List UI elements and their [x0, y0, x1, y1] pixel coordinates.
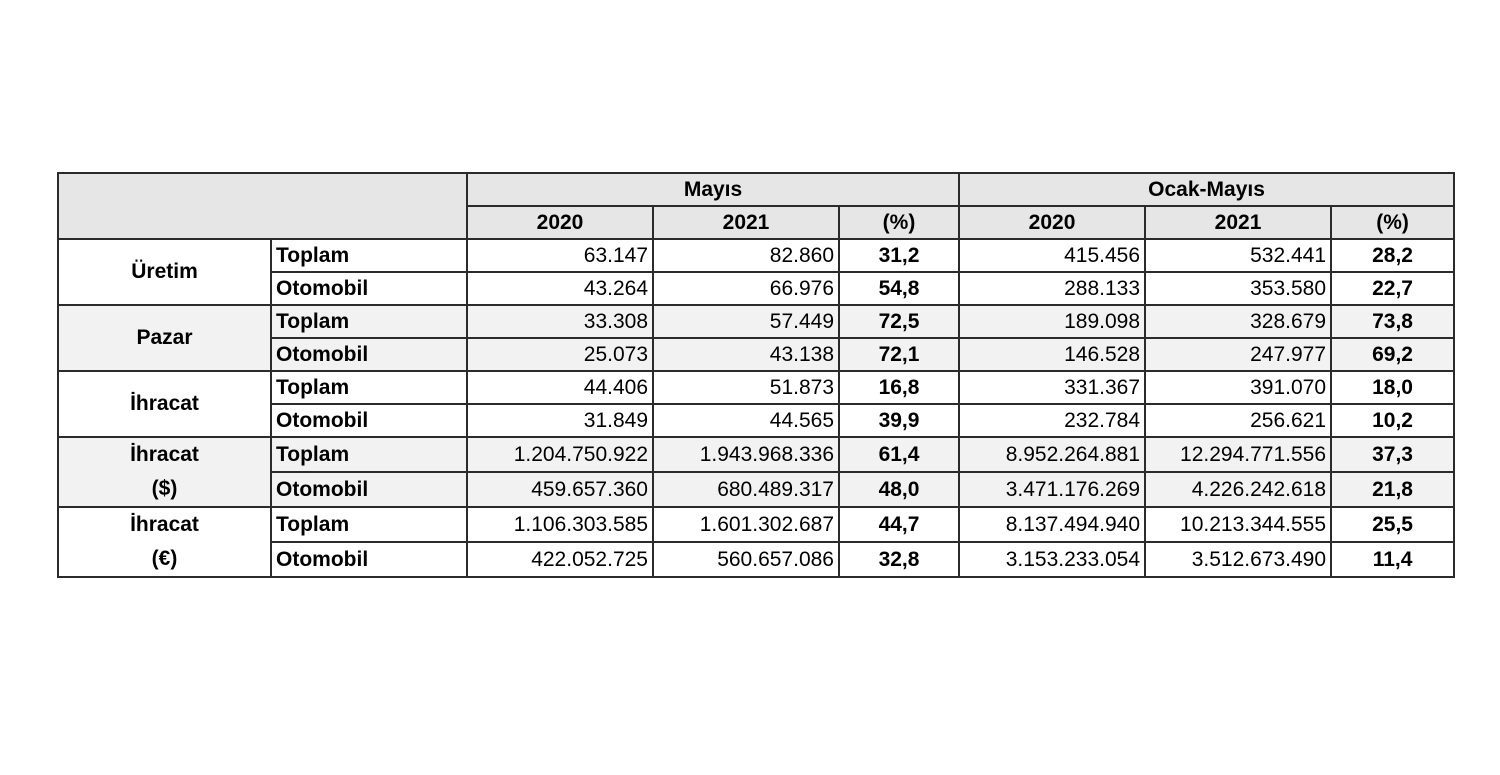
cell-mayis-pct: 39,9: [839, 404, 959, 437]
row-group-label: [58, 437, 271, 507]
table-row: [58, 305, 1454, 338]
cell-ocak-mayis-2020: 331.367: [959, 371, 1145, 404]
cell-ocak-mayis-2020: 146.528: [959, 338, 1145, 371]
cell-mayis-pct: 16,8: [839, 371, 959, 404]
cell-mayis-2020: 44.406: [467, 371, 653, 404]
cell-ocak-mayis-pct: 37,3: [1331, 437, 1454, 472]
header-col-mayis-2020: 2020: [467, 206, 653, 239]
table-row: [58, 371, 1454, 404]
cell-mayis-2021: 57.449: [653, 305, 839, 338]
cell-ocak-mayis-pct: 22,7: [1331, 272, 1454, 305]
row-sub-label: Toplam: [271, 305, 467, 338]
cell-ocak-mayis-pct: 10,2: [1331, 404, 1454, 437]
cell-ocak-mayis-2020: 8.952.264.881: [959, 437, 1145, 472]
row-group-text: İhracat (€): [130, 513, 199, 570]
row-sub-label: Toplam: [271, 507, 467, 542]
cell-mayis-pct: 61,4: [839, 437, 959, 472]
row-group-text: İhracat ($): [130, 443, 199, 500]
cell-mayis-pct: 54,8: [839, 272, 959, 305]
cell-ocak-mayis-2020: 3.153.233.054: [959, 542, 1145, 577]
header-group-mayis: Mayıs: [467, 173, 959, 206]
row-sub-label: Toplam: [271, 239, 467, 272]
cell-ocak-mayis-2021: 247.977: [1145, 338, 1331, 371]
header-col-mayis-pct: (%): [839, 206, 959, 239]
cell-ocak-mayis-2020: 415.456: [959, 239, 1145, 272]
row-group-label: [58, 507, 271, 577]
cell-mayis-2021: 680.489.317: [653, 472, 839, 507]
header-row-groups: [58, 173, 1454, 206]
row-sub-label: Otomobil: [271, 404, 467, 437]
row-sub-label: Otomobil: [271, 472, 467, 507]
cell-mayis-2020: 31.849: [467, 404, 653, 437]
row-sub-label: Otomobil: [271, 272, 467, 305]
row-sub-label: Otomobil: [271, 542, 467, 577]
cell-ocak-mayis-2020: 232.784: [959, 404, 1145, 437]
cell-mayis-2020: 1.204.750.922: [467, 437, 653, 472]
row-group-text: Pazar: [136, 326, 193, 349]
table-body: [58, 173, 1454, 577]
cell-mayis-2020: 63.147: [467, 239, 653, 272]
cell-ocak-mayis-2020: 8.137.494.940: [959, 507, 1145, 542]
cell-mayis-2021: 1.601.302.687: [653, 507, 839, 542]
table-row: [58, 239, 1454, 272]
cell-mayis-pct: 32,8: [839, 542, 959, 577]
cell-mayis-pct: 48,0: [839, 472, 959, 507]
cell-mayis-2020: 459.657.360: [467, 472, 653, 507]
cell-mayis-pct: 72,1: [839, 338, 959, 371]
cell-ocak-mayis-2020: 189.098: [959, 305, 1145, 338]
row-group-text: İhracat: [130, 392, 199, 415]
cell-ocak-mayis-2021: 3.512.673.490: [1145, 542, 1331, 577]
cell-ocak-mayis-pct: 69,2: [1331, 338, 1454, 371]
cell-ocak-mayis-2021: 391.070: [1145, 371, 1331, 404]
cell-mayis-2021: 82.860: [653, 239, 839, 272]
cell-ocak-mayis-2021: 10.213.344.555: [1145, 507, 1331, 542]
cell-ocak-mayis-2021: 532.441: [1145, 239, 1331, 272]
cell-ocak-mayis-2020: 3.471.176.269: [959, 472, 1145, 507]
cell-ocak-mayis-pct: 21,8: [1331, 472, 1454, 507]
cell-ocak-mayis-2020: 288.133: [959, 272, 1145, 305]
cell-mayis-2020: 1.106.303.585: [467, 507, 653, 542]
cell-ocak-mayis-2021: 328.679: [1145, 305, 1331, 338]
cell-ocak-mayis-pct: 11,4: [1331, 542, 1454, 577]
cell-ocak-mayis-2021: 353.580: [1145, 272, 1331, 305]
row-group-text: Üretim: [131, 260, 198, 283]
row-sub-label: Toplam: [271, 437, 467, 472]
cell-mayis-2020: 43.264: [467, 272, 653, 305]
cell-mayis-2021: 51.873: [653, 371, 839, 404]
row-group-label: [58, 239, 271, 305]
row-sub-label: Otomobil: [271, 338, 467, 371]
cell-mayis-2021: 66.976: [653, 272, 839, 305]
row-group-label: [58, 305, 271, 371]
table-row: [58, 507, 1454, 542]
cell-mayis-pct: 72,5: [839, 305, 959, 338]
header-corner: [58, 173, 467, 239]
cell-mayis-2020: 422.052.725: [467, 542, 653, 577]
cell-mayis-2021: 560.657.086: [653, 542, 839, 577]
header-group-ocak-mayis: Ocak-Mayıs: [959, 173, 1454, 206]
cell-mayis-pct: 31,2: [839, 239, 959, 272]
cell-ocak-mayis-2021: 12.294.771.556: [1145, 437, 1331, 472]
cell-ocak-mayis-pct: 18,0: [1331, 371, 1454, 404]
cell-ocak-mayis-pct: 25,5: [1331, 507, 1454, 542]
table-row: [58, 437, 1454, 472]
cell-ocak-mayis-pct: 28,2: [1331, 239, 1454, 272]
cell-mayis-pct: 44,7: [839, 507, 959, 542]
cell-mayis-2020: 25.073: [467, 338, 653, 371]
cell-ocak-mayis-pct: 73,8: [1331, 305, 1454, 338]
row-group-label: [58, 371, 271, 437]
cell-mayis-2021: 43.138: [653, 338, 839, 371]
row-sub-label: Toplam: [271, 371, 467, 404]
header-col-ocak-mayis-pct: (%): [1331, 206, 1454, 239]
cell-ocak-mayis-2021: 4.226.242.618: [1145, 472, 1331, 507]
header-col-ocak-mayis-2021: 2021: [1145, 206, 1331, 239]
cell-ocak-mayis-2021: 256.621: [1145, 404, 1331, 437]
header-col-ocak-mayis-2020: 2020: [959, 206, 1145, 239]
cell-mayis-2021: 1.943.968.336: [653, 437, 839, 472]
cell-mayis-2020: 33.308: [467, 305, 653, 338]
automotive-stats-table: [57, 172, 1455, 578]
cell-mayis-2021: 44.565: [653, 404, 839, 437]
header-col-mayis-2021: 2021: [653, 206, 839, 239]
